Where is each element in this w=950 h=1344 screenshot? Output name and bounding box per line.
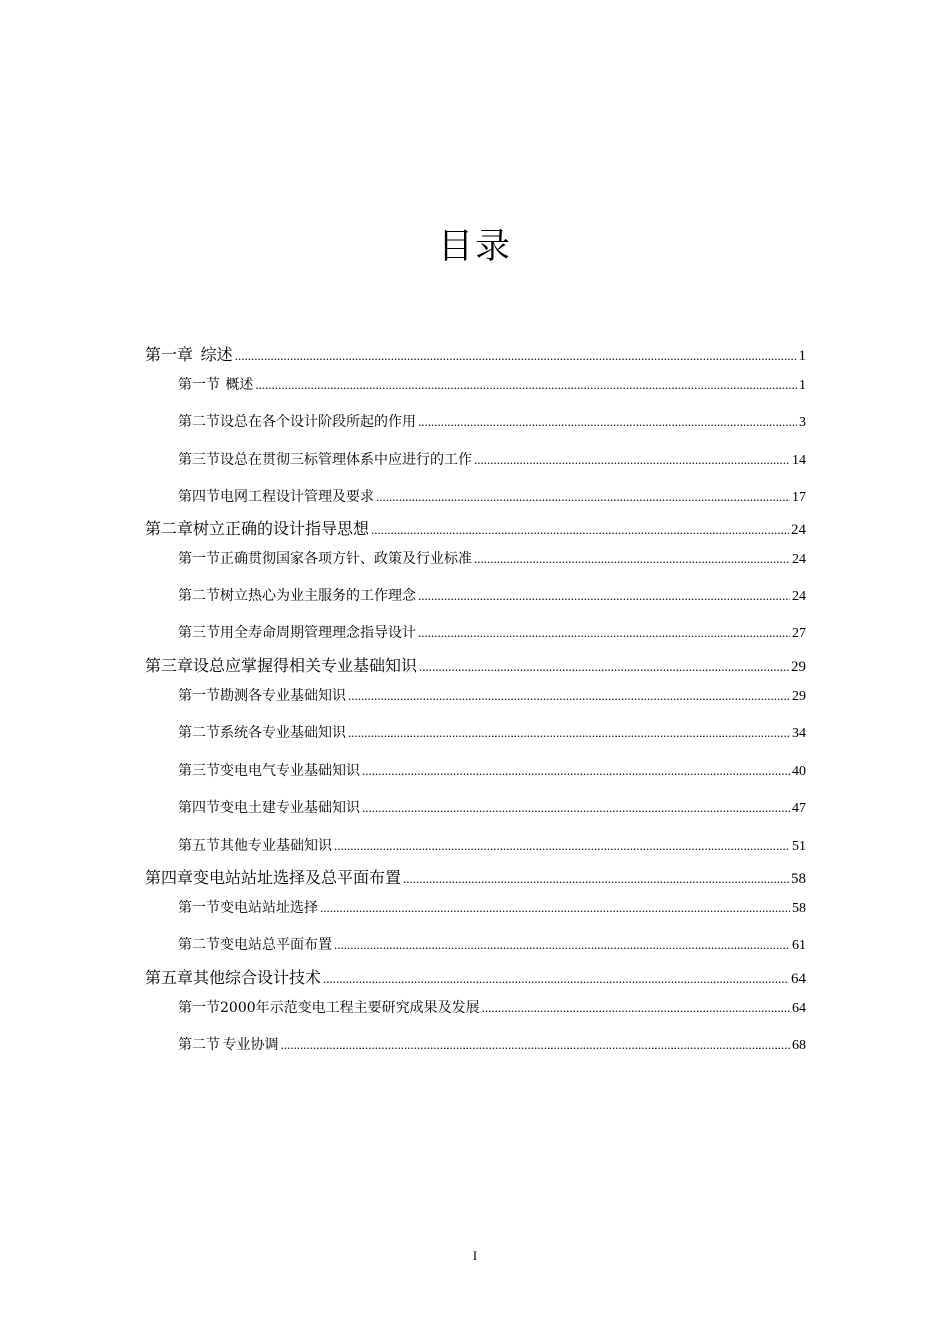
toc-entry-page: 29 xyxy=(792,689,806,704)
toc-entry-page: 61 xyxy=(792,938,806,953)
toc-entry-section[interactable] xyxy=(178,449,806,471)
toc-entry-text: 树立正确的设计指导思想 xyxy=(193,519,370,538)
toc-entry-page: 40 xyxy=(792,764,806,779)
toc-entry-text: 正确贯彻国家各项方针、政策及行业标准 xyxy=(220,551,472,567)
page-number: I xyxy=(472,1248,478,1263)
toc-entry-section[interactable] xyxy=(178,685,806,707)
dot-leader xyxy=(323,971,789,987)
toc-entry-number: 第二节 xyxy=(178,937,220,953)
toc-entry-number: 第二节 xyxy=(178,414,220,430)
toc-entry-section[interactable] xyxy=(178,760,806,782)
toc-entry-text: 专业协调 xyxy=(222,1037,279,1053)
toc-entry-number: 第二节 xyxy=(178,588,220,604)
toc-entry-page: 47 xyxy=(792,801,806,816)
toc-entry-text: 电网工程设计管理及要求 xyxy=(220,489,374,505)
toc-entry-number: 第一节 xyxy=(178,1000,220,1016)
toc-entry-section[interactable] xyxy=(178,897,806,919)
toc-entry-number: 第二章 xyxy=(145,519,194,538)
toc-entry-chapter-1[interactable] xyxy=(145,342,806,366)
toc-entry-number: 第三节 xyxy=(178,625,220,641)
toc-entry-text: 变电站站址选择及总平面布置 xyxy=(193,868,402,887)
toc-entry-number: 第三节 xyxy=(178,763,220,779)
toc-entry-text: 其他综合设计技术 xyxy=(193,968,322,987)
toc-entry-number: 第五节 xyxy=(178,838,220,854)
toc-entry-section[interactable] xyxy=(178,722,806,744)
toc-entry-page: 58 xyxy=(792,901,806,916)
toc-entry-section[interactable] xyxy=(178,835,806,857)
toc-entry-chapter-3[interactable] xyxy=(145,653,806,677)
dot-leader xyxy=(255,377,797,393)
toc-entry-page: 64 xyxy=(792,1001,806,1016)
toc-entry-section[interactable] xyxy=(178,486,806,508)
toc-entry-text: 设总在各个设计阶段所起的作用 xyxy=(220,414,416,430)
dot-leader xyxy=(362,800,790,816)
toc-entry-number: 第四节 xyxy=(178,489,220,505)
toc-entry-text: 系统各专业基础知识 xyxy=(220,725,346,741)
toc-entry-section[interactable] xyxy=(178,411,806,433)
dot-leader xyxy=(376,489,790,505)
dot-leader xyxy=(320,900,790,916)
dot-leader xyxy=(418,414,797,430)
toc-entry-chapter-2[interactable] xyxy=(145,516,806,540)
toc-entry-page: 24 xyxy=(792,552,806,567)
dot-leader xyxy=(348,725,790,741)
toc-entry-text: 其他专业基础知识 xyxy=(220,838,332,854)
toc-entry-number: 第二节 xyxy=(178,1037,220,1053)
dot-leader xyxy=(235,348,797,364)
dot-leader xyxy=(281,1037,791,1053)
toc-entry-text: 用全寿命周期管理理念指导设计 xyxy=(220,625,416,641)
toc-entry-page: 1 xyxy=(798,348,806,364)
toc-entry-page: 24 xyxy=(791,522,806,538)
toc-entry-chapter-5[interactable] xyxy=(145,965,806,989)
toc-entry-text: 2000年示范变电工程主要研究成果及发展 xyxy=(220,1000,480,1016)
toc-entry-number: 第四节 xyxy=(178,800,220,816)
toc-entry-page: 24 xyxy=(792,589,806,604)
toc-entry-number: 第三章 xyxy=(145,656,194,675)
dot-leader xyxy=(482,1000,790,1016)
page-title: 目录 xyxy=(437,227,512,267)
toc-entry-page: 17 xyxy=(792,490,806,505)
toc-entry-page: 3 xyxy=(799,415,806,430)
dot-leader xyxy=(474,551,790,567)
toc-entry-section[interactable] xyxy=(178,548,806,570)
toc-entry-section[interactable] xyxy=(178,797,806,819)
toc-entry-number: 第四章 xyxy=(145,868,194,887)
dot-leader xyxy=(362,763,790,779)
toc-entry-page: 27 xyxy=(792,626,806,641)
toc-entry-number: 第一节 xyxy=(178,551,220,567)
dot-leader xyxy=(418,625,790,641)
toc-entry-section[interactable] xyxy=(178,374,806,396)
toc-entry-page: 1 xyxy=(799,378,806,393)
toc-entry-section[interactable] xyxy=(178,1034,806,1056)
dot-leader xyxy=(403,871,789,887)
dot-leader xyxy=(474,452,790,468)
toc-entry-section[interactable] xyxy=(178,585,806,607)
toc-entry-page: 68 xyxy=(792,1038,806,1053)
dot-leader xyxy=(418,588,790,604)
toc-entry-number: 第三节 xyxy=(178,452,220,468)
toc-entry-page: 29 xyxy=(791,659,806,675)
toc-entry-text: 树立热心为业主服务的工作理念 xyxy=(220,588,416,604)
dot-leader xyxy=(334,838,790,854)
toc-entry-number: 第五章 xyxy=(145,968,194,987)
toc-entry-number: 第一节 xyxy=(178,900,220,916)
toc-entry-text: 概述 xyxy=(225,377,254,393)
toc-entry-page: 58 xyxy=(791,871,806,887)
toc-entry-text: 综述 xyxy=(200,345,233,364)
toc-entry-page: 51 xyxy=(792,839,806,854)
toc-entry-page: 14 xyxy=(792,453,806,468)
toc-entry-section[interactable] xyxy=(178,997,806,1019)
toc-entry-text: 变电站总平面布置 xyxy=(220,937,332,953)
toc-entry-number: 第一节 xyxy=(178,377,220,393)
toc-entry-text: 设总应掌握得相关专业基础知识 xyxy=(193,656,418,675)
toc-entry-chapter-4[interactable] xyxy=(145,865,806,889)
toc-entry-text: 变电电气专业基础知识 xyxy=(220,763,360,779)
toc-entry-text: 变电土建专业基础知识 xyxy=(220,800,360,816)
dot-leader xyxy=(419,659,789,675)
toc-entry-text: 设总在贯彻三标管理体系中应进行的工作 xyxy=(220,452,472,468)
toc-entry-page: 34 xyxy=(792,726,806,741)
toc-entry-page: 64 xyxy=(791,971,806,987)
toc-entry-text: 勘测各专业基础知识 xyxy=(220,688,346,704)
toc-entry-section[interactable] xyxy=(178,622,806,644)
dot-leader xyxy=(334,937,790,953)
toc-entry-section[interactable] xyxy=(178,934,806,956)
toc-entry-number: 第二节 xyxy=(178,725,220,741)
toc-entry-number: 第一章 xyxy=(145,345,194,364)
dot-leader xyxy=(348,688,790,704)
toc-entry-text: 变电站站址选择 xyxy=(220,900,318,916)
toc-entry-number: 第一节 xyxy=(178,688,220,704)
dot-leader xyxy=(371,522,789,538)
